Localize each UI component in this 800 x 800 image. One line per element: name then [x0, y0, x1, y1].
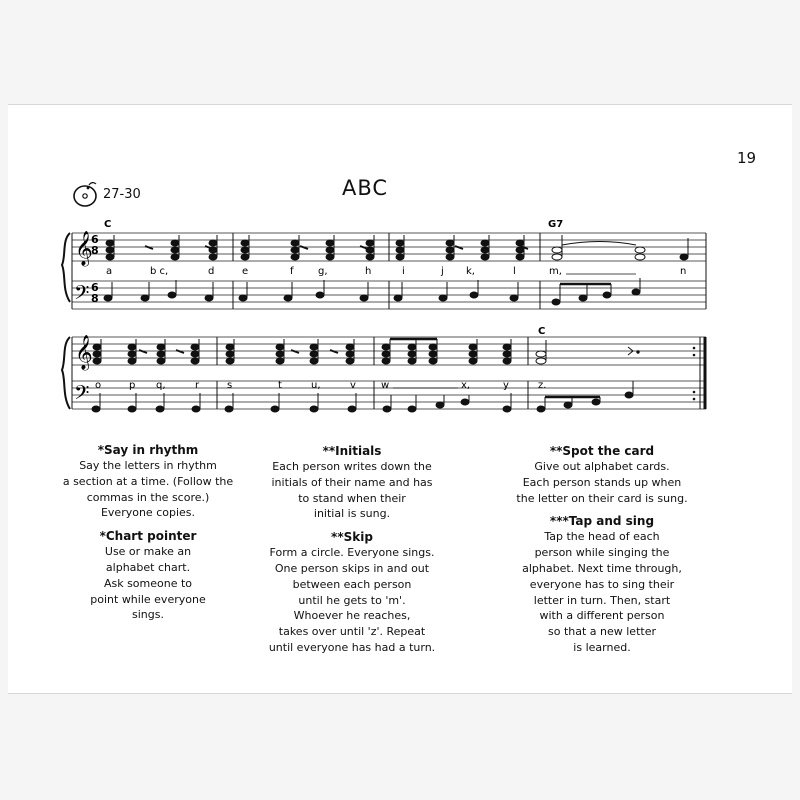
- lyric: v: [350, 380, 356, 391]
- treble-clef-icon: 𝄞: [75, 231, 93, 266]
- activity-text: Tap the head of each person while singing the alphabet. Next time through, everyone has to sing their letter in turn. Then, start with a different person so that a new letter is learned.: [522, 530, 682, 654]
- bass-notes: [92, 381, 633, 412]
- activity-text: Each person writes down the initials of their name and has to stand when their initial is sung.: [271, 460, 433, 521]
- treble-clef-icon: 𝄞: [75, 335, 93, 370]
- treble-notes: [93, 339, 639, 364]
- lyric: o: [95, 380, 102, 391]
- lyric: b c,: [150, 266, 169, 277]
- time-signature-top: 6: [91, 233, 99, 246]
- activity-heading: **Spot the card: [549, 444, 655, 458]
- activity-heading: *Chart pointer: [99, 529, 197, 544]
- activity-text: Say the letters in rhythm a section at a time. (Follow the commas in the score.) Everyone copies.: [62, 459, 234, 520]
- chord-symbol: C: [538, 326, 546, 337]
- activity-column-middle: [262, 443, 442, 663]
- chord-symbol: G7: [548, 219, 564, 230]
- lyric: m,: [549, 266, 562, 277]
- activity-say-in-rhythm: [58, 442, 238, 521]
- lyric: w: [381, 380, 390, 391]
- lyric: t: [278, 380, 282, 391]
- activity-skip: [262, 529, 442, 656]
- activity-heading: **Initials: [322, 444, 382, 458]
- activity-heading: *Say in rhythm: [97, 443, 199, 457]
- bass-notes: [104, 278, 640, 305]
- lyric: x,: [461, 380, 471, 391]
- page-number: 19: [737, 149, 757, 167]
- treble-notes: [106, 235, 688, 260]
- activity-tap-and-sing: [512, 513, 692, 655]
- lyric: s: [227, 380, 233, 391]
- lyric: p: [129, 380, 136, 391]
- lyric: j: [441, 266, 444, 277]
- track-number: 27-30: [103, 187, 141, 202]
- activity-column-left: [58, 442, 238, 630]
- score-system-1: [62, 219, 706, 309]
- time-signature-bottom: 8: [91, 244, 99, 257]
- activity-heading: ***Tap and sing: [549, 514, 655, 529]
- lyric: e: [242, 266, 249, 277]
- chord-symbol: C: [104, 219, 112, 230]
- lyric: d: [208, 266, 215, 277]
- lyric: z.: [538, 380, 547, 391]
- bass-clef-icon: 𝄢: [74, 281, 90, 309]
- lyric: g,: [318, 266, 328, 277]
- activity-text: Use or make an alphabet chart. Ask someone to point while everyone sings.: [90, 545, 206, 622]
- lyric: n: [680, 266, 687, 277]
- lyric: y: [503, 380, 509, 391]
- lyric: i: [402, 266, 405, 277]
- activity-column-right: [512, 443, 692, 663]
- activity-spot-the-card: [512, 443, 692, 506]
- activity-heading: **Skip: [331, 530, 373, 545]
- song-title: ABC: [341, 176, 389, 200]
- time-signature-top-bass: 6: [91, 281, 99, 294]
- time-signature-bottom-bass: 8: [91, 292, 99, 305]
- lyric: r: [195, 380, 200, 391]
- activity-text: Form a circle. Everyone sings. One person skips in and out between each person until he gets to 'm'. Whoever he reaches, takes over until 'z'. Repeat until everyone has had a turn.: [268, 546, 436, 654]
- lyric: u,: [311, 380, 321, 391]
- lyric: l: [513, 266, 516, 277]
- score-system-2: [62, 326, 706, 412]
- activity-text: Give out alphabet cards. Each person stands up when the letter on their card is sung.: [516, 460, 688, 505]
- lyric: a: [106, 266, 113, 277]
- lyric: k,: [466, 266, 475, 277]
- bass-clef-icon: 𝄢: [74, 381, 90, 409]
- activity-initials: [262, 443, 442, 522]
- lyric: f: [290, 266, 294, 277]
- lyric: h: [365, 266, 372, 277]
- lyric: q,: [156, 380, 166, 391]
- activity-chart-pointer: [58, 528, 238, 623]
